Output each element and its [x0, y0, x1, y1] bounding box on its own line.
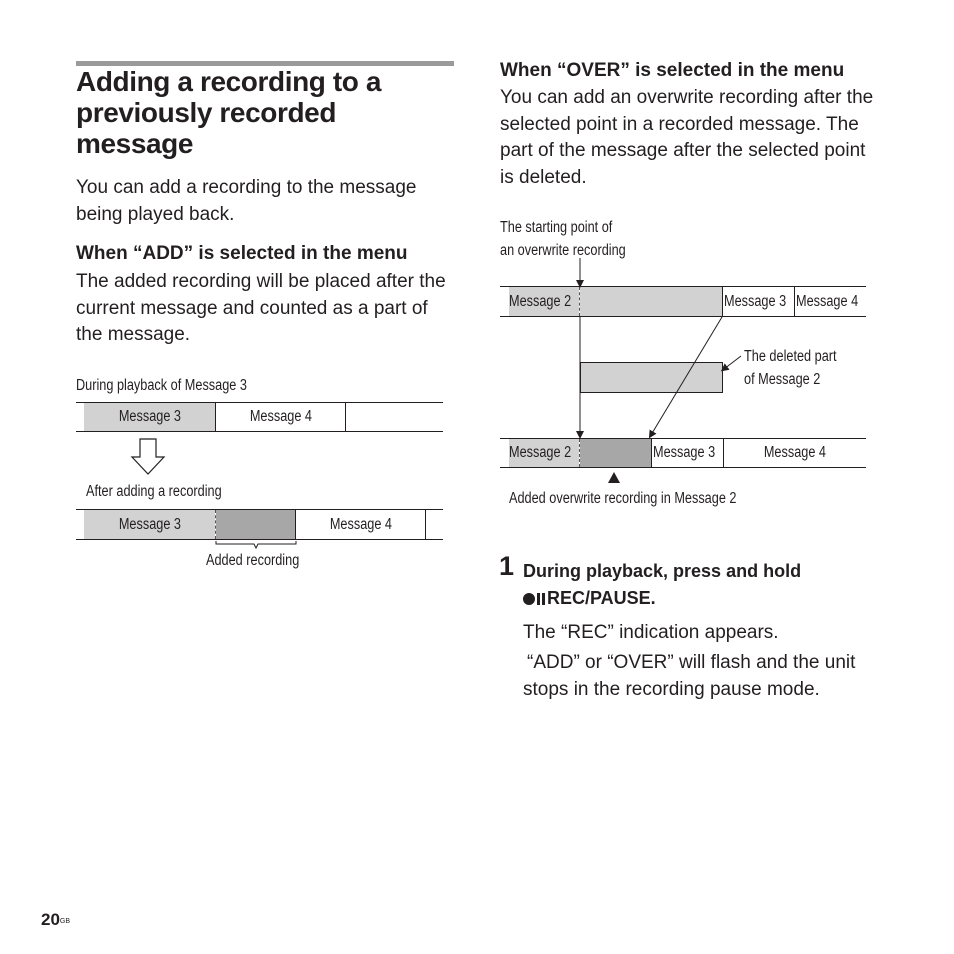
deleted-part-pointer: [724, 356, 741, 369]
add-row2-message3: Message 3: [84, 510, 215, 539]
step-instruction: During playback, press and hold REC/PAUSE.: [523, 561, 802, 608]
page-number: $20^{GB}$: [41, 910, 71, 929]
step-note-2: “ADD” or “OVER” will flash and the unit stops in the recording pause mode.: [523, 652, 856, 700]
add-row2-added-block: [216, 510, 295, 539]
down-arrow-icon: [130, 438, 170, 478]
step-number: 1: [499, 551, 515, 581]
add-row1-bottom-line: [76, 431, 443, 432]
add-row1-message4: Message 4: [249, 408, 312, 425]
over-text: You can add an overwrite recording after the selected point in a recorded message. The part of the message after the selected point is deleted.: [500, 87, 874, 188]
add-text: The added recording will be placed after the current message and counted as a part of the message.: [76, 271, 446, 345]
over-row2-message4: Message 4: [763, 444, 827, 461]
over-heading: When “OVER” is selected in the menu: [500, 60, 845, 81]
add-heading: When “ADD” is selected in the menu: [76, 243, 408, 264]
divider: [794, 287, 795, 316]
add-caption-top: During playback of Message 3: [76, 377, 247, 394]
intro-text: You can add a recording to the message being played back.: [76, 177, 417, 225]
divider: [345, 403, 346, 431]
rec-pause-icon: [523, 593, 545, 605]
step-note-1: The “REC” indication appears.: [523, 622, 779, 643]
over-row2-message2: Message 2: [509, 439, 579, 467]
over-row1-message4: Message 4: [796, 292, 859, 310]
triangle-up-icon: [607, 471, 621, 485]
over-row1-message3: Message 3: [724, 292, 787, 310]
page-title: Adding a recording to a previously recorded message: [76, 66, 382, 159]
over-row2-message3: Message 3: [653, 444, 716, 461]
add-caption-after: After adding a recording: [86, 483, 222, 500]
over-start-label: The starting point of an overwrite recording: [500, 219, 626, 259]
over-row1-message2: Message 2: [509, 287, 579, 316]
divider: [425, 510, 426, 539]
added-recording-label: Added recording: [206, 552, 300, 569]
add-row2-message4: Message 4: [329, 515, 392, 533]
deleted-part-label: The deleted part of Message 2: [744, 348, 837, 388]
over-diagram-arrows: [560, 255, 760, 485]
shift-diagonal-arrow: [651, 317, 722, 435]
over-added-label: Added overwrite recording in Message 2: [509, 490, 737, 507]
add-row1-message3: Message 3: [84, 403, 215, 431]
